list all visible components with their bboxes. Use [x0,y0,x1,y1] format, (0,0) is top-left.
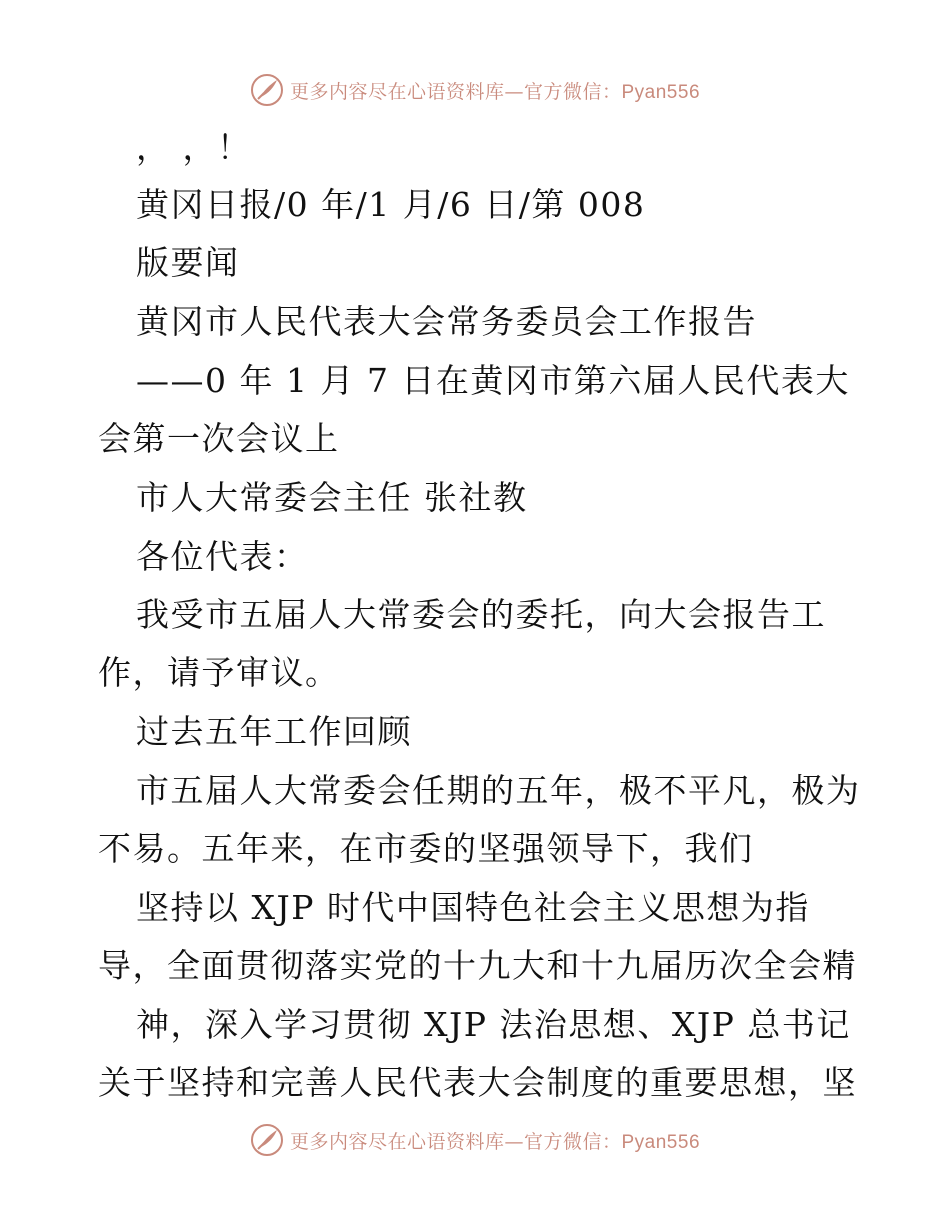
document-subtitle: ——0 年 1 月 7 日在黄冈市第六届人民代表大 [136,361,850,400]
feather-pen-logo-icon [250,1123,284,1157]
document-title: 黄冈市人民代表大会常务委员会工作报告 [136,302,757,341]
text-line: 作，请予审议。 [98,653,340,692]
watermark-text: 更多内容尽在心语资料库—官方微信：Pyan556 [289,1130,701,1153]
text-line: 不易。五年来，在市委的坚强领导下，我们 [98,829,754,868]
watermark-header [0,70,950,110]
text-line: 坚持以 XJP 时代中国特色社会主义思想为指 [136,888,810,927]
text-line: 我受市五届人大常委会的委托，向大会报告工 [136,595,826,634]
text-line: 市五届人大常委会任期的五年，极不平凡，极为 [136,771,861,810]
text-line: 版要闻 [136,243,240,282]
author-line: 市人大常委会主任 张社教 [136,478,528,517]
watermark-text: 更多内容尽在心语资料库—官方微信：Pyan556 [289,80,701,103]
text-line: ， ，！ [136,128,252,167]
feather-pen-logo-icon [250,73,284,107]
text-line: 神，深入学习贯彻 XJP 法治思想、XJP 总书记 [136,1005,851,1044]
section-heading: 过去五年工作回顾 [136,712,412,751]
text-line: 导，全面贯彻落实党的十九大和十九届历次全会精 [98,946,857,985]
text-line: 关于坚持和完善人民代表大会制度的重要思想，坚 [98,1063,857,1102]
text-line: 黄冈日报/0 年/1 月/6 日/第 008 [136,185,646,224]
watermark-footer [0,1120,950,1160]
salutation: 各位代表： [136,537,309,576]
document-subtitle-cont: 会第一次会议上 [98,419,340,458]
